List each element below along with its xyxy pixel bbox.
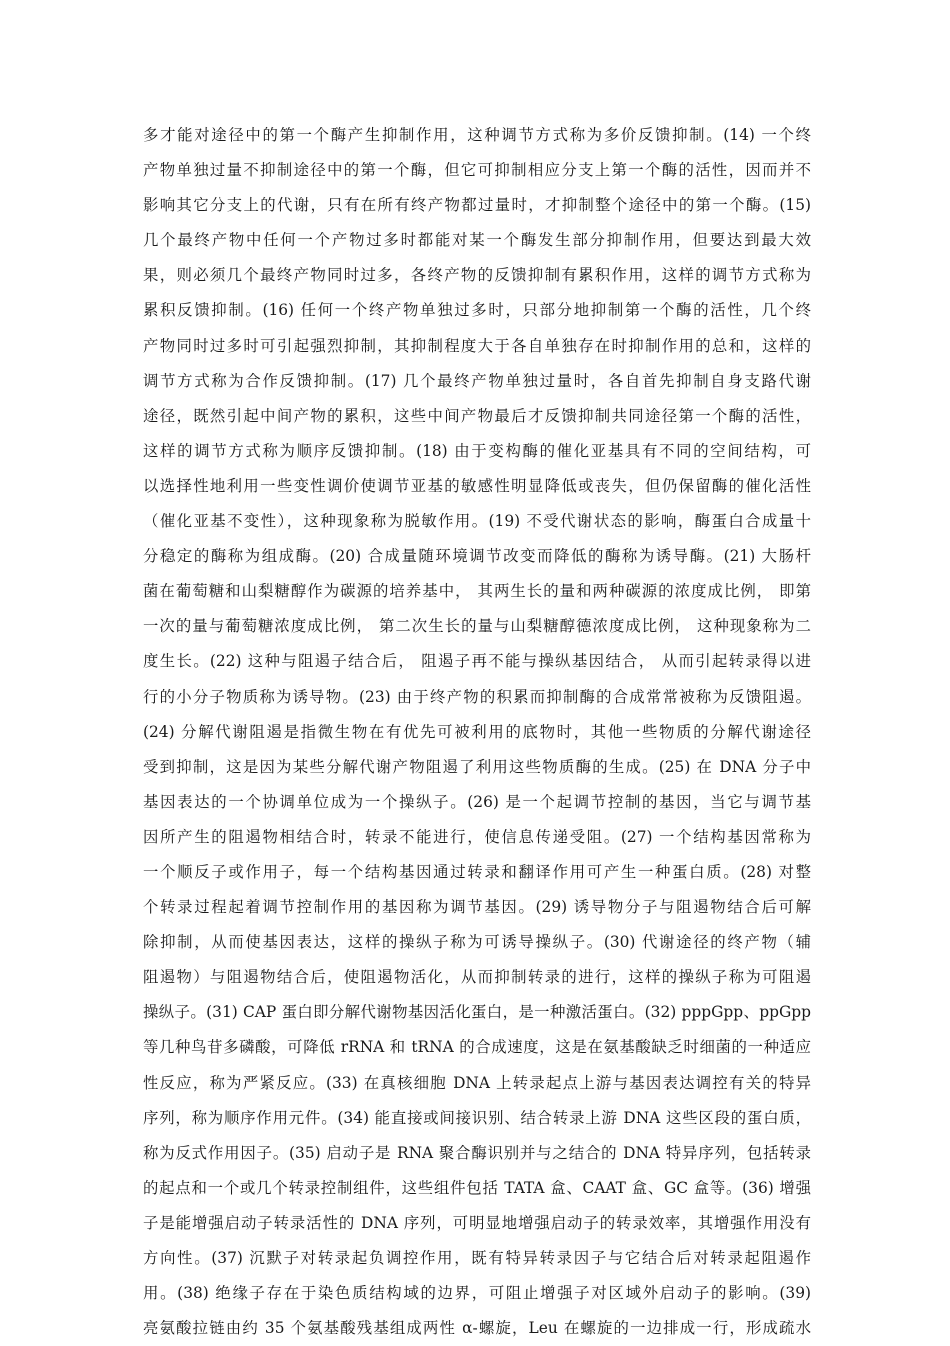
text-line: 的起点和一个或几个转录控制组件，这些组件包括 TATA 盒、CAAT 盒、GC 盒等。(36) 增强	[143, 1178, 811, 1197]
text-line: 子是能增强启动子转录活性的 DNA 序列，可明显地增强启动子的转录效率，其增强作用没有	[143, 1213, 811, 1232]
text-line: 影响其它分支上的代谢，只有在所有终产物都过量时，才抑制整个途径中的第一个酶。(15)	[143, 196, 811, 215]
text-line: 产物单独过量不抑制途径中的第一个酶，但它可抑制相应分支上第一个酶的活性，因而并不	[143, 161, 811, 180]
body-text	[143, 118, 811, 1346]
text-line: 多才能对途径中的第一个酶产生抑制作用，这种调节方式称为多价反馈抑制。(14) 一个终	[143, 126, 811, 144]
text-line: 一次的量与葡萄糖浓度成比例， 第二次生长的量与山梨糖醇德浓度成比例， 这种现象称为二	[143, 617, 811, 636]
text-line: 性反应，称为严紧反应。(33) 在真核细胞 DNA 上转录起点上游与基因表达调控有关的特异	[143, 1073, 811, 1092]
text-line: 等几种鸟苷多磷酸，可降低 rRNA 和 tRNA 的合成速度，这是在氨基酸缺乏时细菌的一种适应	[143, 1038, 811, 1057]
text-line: 度生长。(22) 这种与阻遏子结合后， 阻遏子再不能与操纵基因结合， 从而引起转录得以进	[143, 652, 811, 671]
text-line: 以选择性地利用一些变性调价使调节亚基的敏感性明显降低或丧失，但仍保留酶的催化活性	[143, 476, 811, 495]
text-line: 果，则必须几个最终产物同时过多，各终产物的反馈抑制有累积作用，这样的调节方式称为	[143, 266, 811, 285]
text-line: (24) 分解代谢阻遏是指微生物在有优先可被利用的底物时，其他一些物质的分解代谢途径	[143, 722, 811, 741]
text-line: 调节方式称为合作反馈抑制。(17) 几个最终产物单独过量时，各自首先抑制自身支路代谢	[143, 371, 811, 390]
text-line: 用。(38) 绝缘子存在于染色质结构域的边界，可阻止增强子对区域外启动子的影响。(39)	[143, 1284, 811, 1303]
text-line: 序列，称为顺序作用元件。(34) 能直接或间接识别、结合转录上游 DNA 这些区段的蛋白质，	[143, 1108, 811, 1127]
text-line: 途径，既然引起中间产物的累积，这些中间产物最后才反馈抑制共同途径第一个酶的活性，	[143, 406, 811, 425]
text-line: 这样的调节方式称为顺序反馈抑制。(18) 由于变构酶的催化亚基具有不同的空间结构，可	[143, 441, 811, 460]
text-line: 操纵子。(31) CAP 蛋白即分解代谢物基因活化蛋白，是一种激活蛋白。(32) pppGpp、ppGpp	[143, 1003, 811, 1022]
text-line: （催化亚基不变性），这种现象称为脱敏作用。(19) 不受代谢状态的影响，酶蛋白合成量十	[143, 512, 811, 531]
text-line: 行的小分子物质称为诱导物。(23) 由于终产物的积累而抑制酶的合成常常被称为反馈阻遏。	[143, 687, 811, 706]
text-line: 称为反式作用因子。(35) 启动子是 RNA 聚合酶识别并与之结合的 DNA 特异序列，包括转录	[143, 1143, 811, 1162]
text-line: 几个最终产物中任何一个产物过多时都能对某一个酶发生部分抑制作用，但要达到最大效	[143, 231, 811, 250]
text-line: 受到抑制，这是因为某些分解代谢产物阻遏了利用这些物质酶的生成。(25) 在 DNA 分子中	[143, 757, 811, 776]
text-line: 因所产生的阻遏物相结合时，转录不能进行，使信息传递受阻。(27) 一个结构基因常称为	[143, 827, 811, 846]
text-line: 方向性。(37) 沉默子对转录起负调控作用，既有特异转录因子与它结合后对转录起阻遏作	[143, 1249, 811, 1267]
text-line: 亮氨酸拉链由约 35 个氨基酸残基组成两性 α-螺旋，Leu 在螺旋的一边排成一行，形成疏水	[143, 1319, 811, 1338]
text-line: 菌在葡萄糖和山梨糖醇作为碳源的培养基中， 其两生长的量和两种碳源的浓度成比例， 即第	[143, 582, 811, 601]
text-line: 累积反馈抑制。(16) 任何一个终产物单独过多时，只部分地抑制第一个酶的活性，几个终	[143, 301, 811, 320]
text-line: 基因表达的一个协调单位成为一个操纵子。(26) 是一个起调节控制的基因，当它与调节基	[143, 792, 811, 811]
text-line: 阻遏物）与阻遏物结合后，使阻遏物活化，从而抑制转录的进行，这样的操纵子称为可阻遏	[143, 968, 811, 987]
text-line: 产物同时过多时可引起强烈抑制，其抑制程度大于各自单独存在时抑制作用的总和，这样的	[143, 336, 811, 355]
text-line: 个转录过程起着调节控制作用的基因称为调节基因。(29) 诱导物分子与阻遏物结合后可解	[143, 898, 811, 917]
text-line: 分稳定的酶称为组成酶。(20) 合成量随环境调节改变而降低的酶称为诱导酶。(21) 大肠杆	[143, 547, 811, 566]
text-line: 一个顺反子或作用子，每一个结构基因通过转录和翻译作用可产生一种蛋白质。(28) 对整	[143, 862, 811, 881]
text-line: 除抑制，从而使基因表达，这样的操纵子称为可诱导操纵子。(30) 代谢途径的终产物（辅	[143, 933, 811, 952]
